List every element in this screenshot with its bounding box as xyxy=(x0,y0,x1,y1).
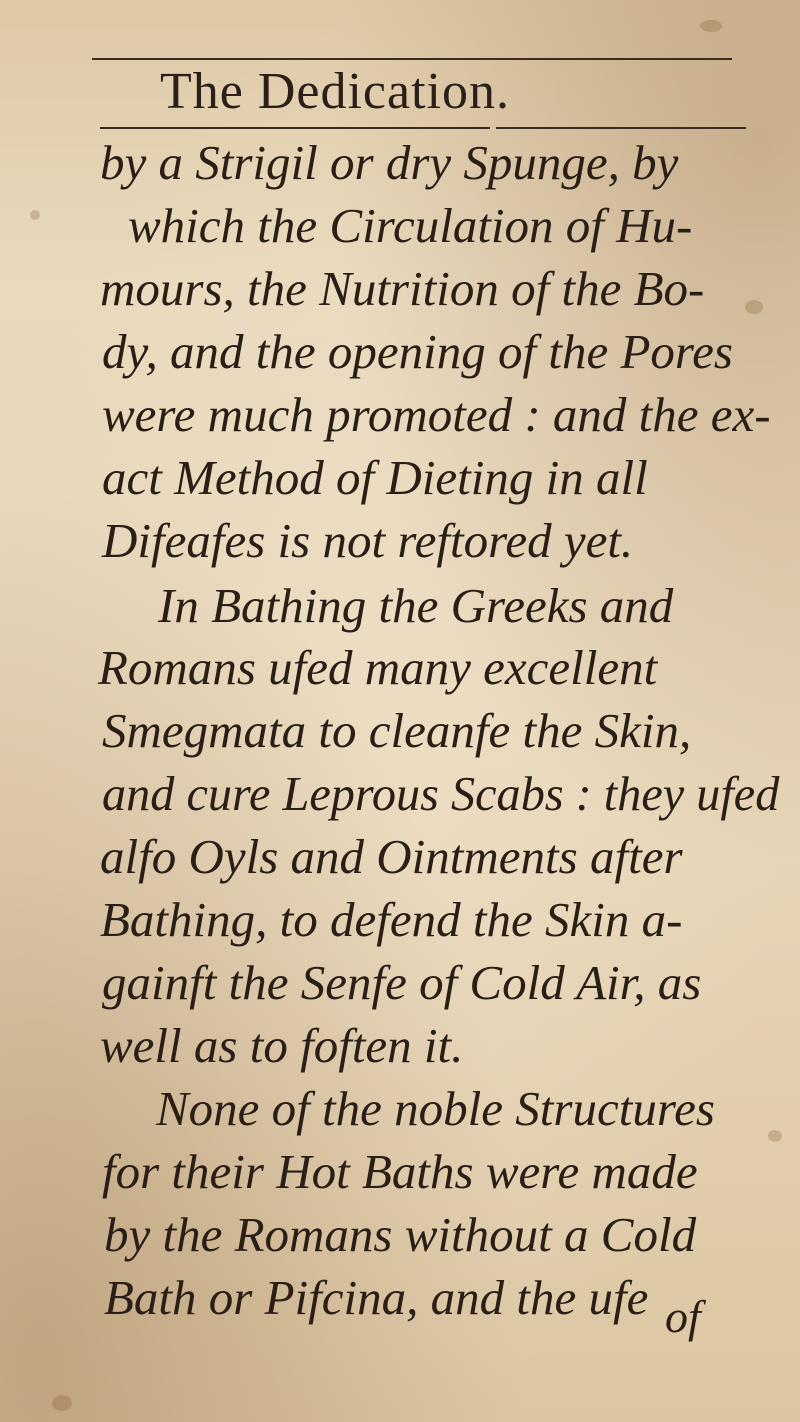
header-rule-top xyxy=(92,58,732,60)
text-line: Difeafes is not reftored yet. xyxy=(102,513,634,568)
text-line: gainft the Senfe of Cold Air, as xyxy=(102,955,702,1010)
running-head: The Dedication. xyxy=(160,63,510,120)
text-line: Bathing, to defend the Skin a- xyxy=(100,892,683,947)
paper-speck xyxy=(745,300,763,314)
text-line: None of the noble Structures xyxy=(156,1081,715,1136)
text-line: were much promoted : and the ex- xyxy=(102,387,771,442)
text-line: act Method of Dieting in all xyxy=(102,450,648,505)
paper-speck xyxy=(700,20,722,32)
text-line: In Bathing the Greeks and xyxy=(158,578,674,633)
text-line: alfo Oyls and Ointments after xyxy=(100,829,683,884)
paper-speck xyxy=(52,1395,72,1411)
header-rule-bottom-right xyxy=(496,127,746,129)
text-line: which the Circulation of Hu- xyxy=(128,198,693,253)
text-line: and cure Leprous Scabs : they ufed xyxy=(102,766,780,821)
text-line: Smegmata to cleanfe the Skin, xyxy=(102,703,692,758)
text-line: by the Romans without a Cold xyxy=(104,1207,697,1262)
text-line: for their Hot Baths were made xyxy=(102,1144,698,1199)
paper-speck xyxy=(30,210,40,220)
text-line: Bath or Pifcina, and the ufe xyxy=(104,1270,649,1325)
paper-speck xyxy=(768,1130,782,1142)
text-line: mours, the Nutrition of the Bo- xyxy=(100,261,705,316)
header-rule-bottom-left xyxy=(100,127,490,129)
text-line: by a Strigil or dry Spunge, by xyxy=(100,135,679,190)
text-line: dy, and the opening of the Pores xyxy=(102,324,733,379)
text-line: Romans ufed many excellent xyxy=(98,640,658,695)
catchword: of xyxy=(665,1291,701,1342)
text-line: well as to foften it. xyxy=(100,1018,464,1073)
